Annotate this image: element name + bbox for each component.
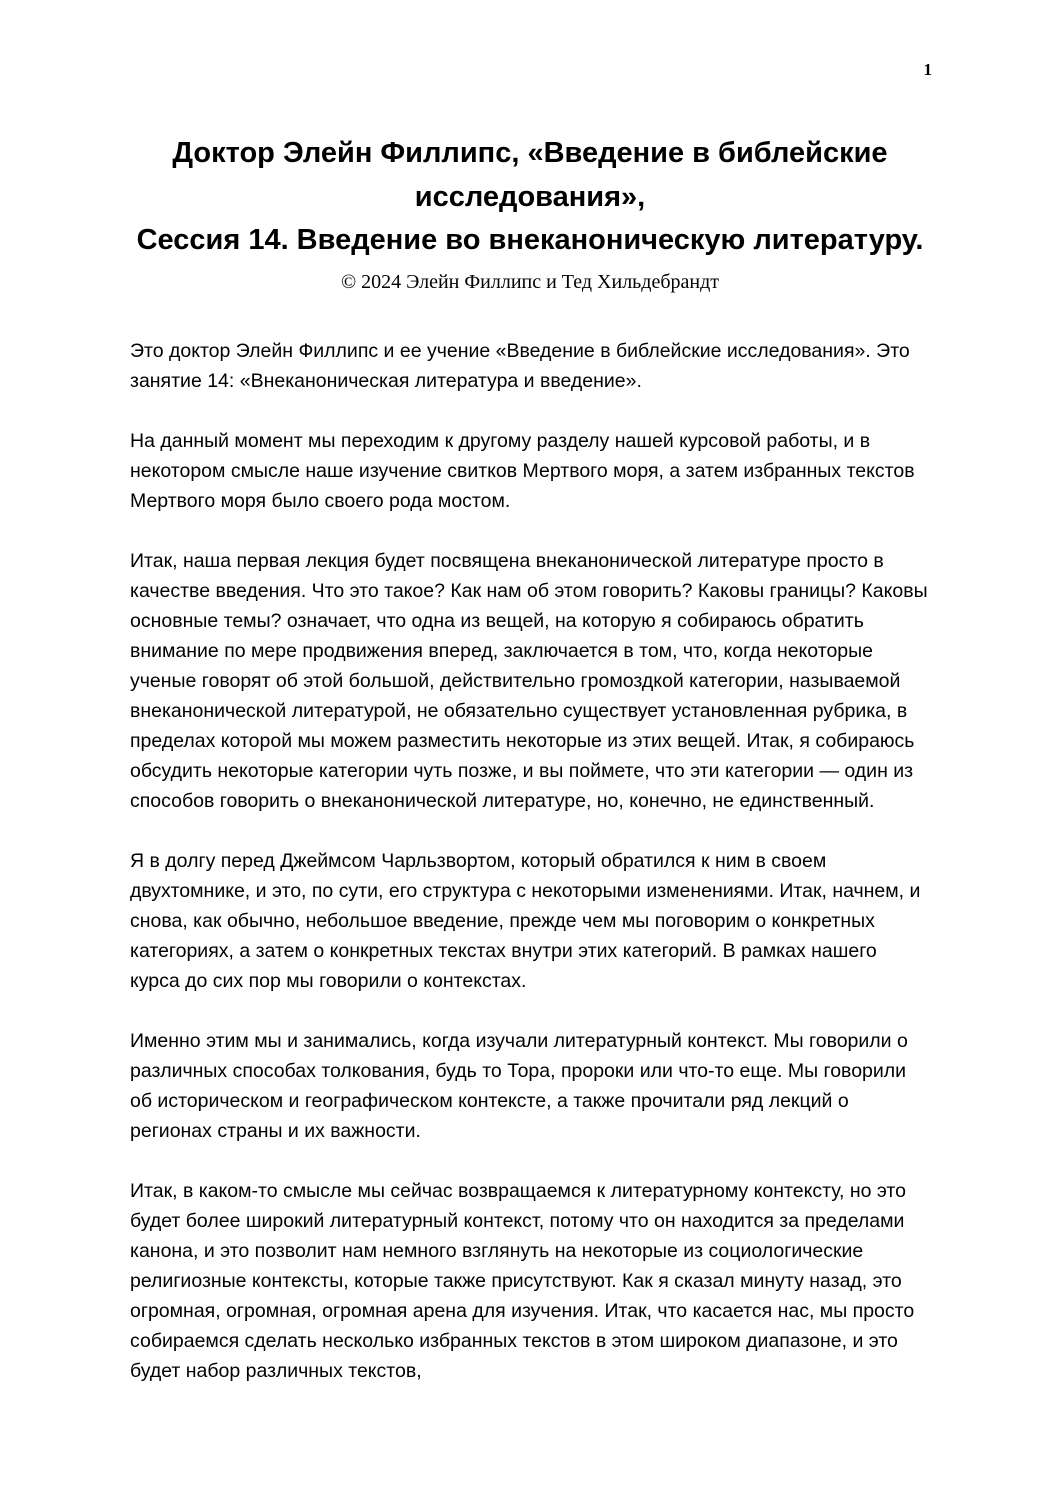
paragraph-transition: На данный момент мы переходим к другому разделу нашей курсовой работы, и в некотором смысле наше изучение свитков Мертвого моря, а затем избранных текстов Мертвого моря было своего рода мостом. [130,429,915,512]
page-number: 1 [923,60,932,79]
paragraph-intro: Это доктор Элейн Филлипс и ее учение «Введение в библейские исследования». Это занятие 14: «Внеканоническая литература и введение». [130,339,910,392]
transcript-body [130,336,930,1386]
title-line-2: Сессия 14. Введение во внеканоническую литературу. [136,224,924,256]
paragraph-charlesworth: Я в долгу перед Джеймсом Чарльзвортом, который обратился к ним в своем двухтомнике, и это, по сути, его структура с некоторыми изменениями. Итак, начнем, и снова, как обычно, небольшое введение, прежде чем мы поговорим о конкретных категориях, а затем о конкретных текстах внутри этих категорий. В рамках нашего курса до сих пор мы говорили о контекстах. [130,849,921,992]
document-title [130,132,930,263]
copyright-line: © 2024 Элейн Филлипс и Тед Хильдебрандт [340,270,720,293]
paragraph-literary-context: Итак, в каком-то смысле мы сейчас возвращаемся к литературному контексту, но это будет более широкий литературный контекст, потому что он находится за пределами канона, и это позволит нам немного взглянуть на некоторые из социологические религиозные контексты, которые также присутствуют. Как я сказал минуту назад, это огромная, огромная, огромная арена для изучения. Итак, что касается нас, мы просто собираемся сделать несколько избранных текстов в этом широком диапазоне, и это будет набор различных текстов, [130,1179,915,1382]
paragraph-lecture-overview: Итак, наша первая лекция будет посвящена внеканонической литературе просто в качестве введения. Что это такое? Как нам об этом говорить? Каковы границы? Каковы основные темы? означает, что одна из вещей, на которую я собираюсь обратить внимание по мере продвижения вперед, заключается в том, что, когда некоторые ученые говорят об этой большой, действительно громоздкой категории, называемой внеканонической литературой, не обязательно существует установленная рубрика, в пределах которой мы можем разместить некоторые из этих вещей. Итак, я собираюсь обсудить некоторые категории чуть позже, и вы поймете, что эти категории — один из способов говорить о внеканонической литературе, но, конечно, не единственный. [130,549,928,812]
title-line-1: Доктор Элейн Филлипс, «Введение в библейские исследования», [172,137,888,213]
paragraph-contexts: Именно этим мы и занимались, когда изучали литературный контекст. Мы говорили о различных способах толкования, будь то Тора, пророки или что-то еще. Мы говорили об историческом и географическом контексте, а также прочитали ряд лекций о регионах страны и их важности. [130,1029,908,1142]
